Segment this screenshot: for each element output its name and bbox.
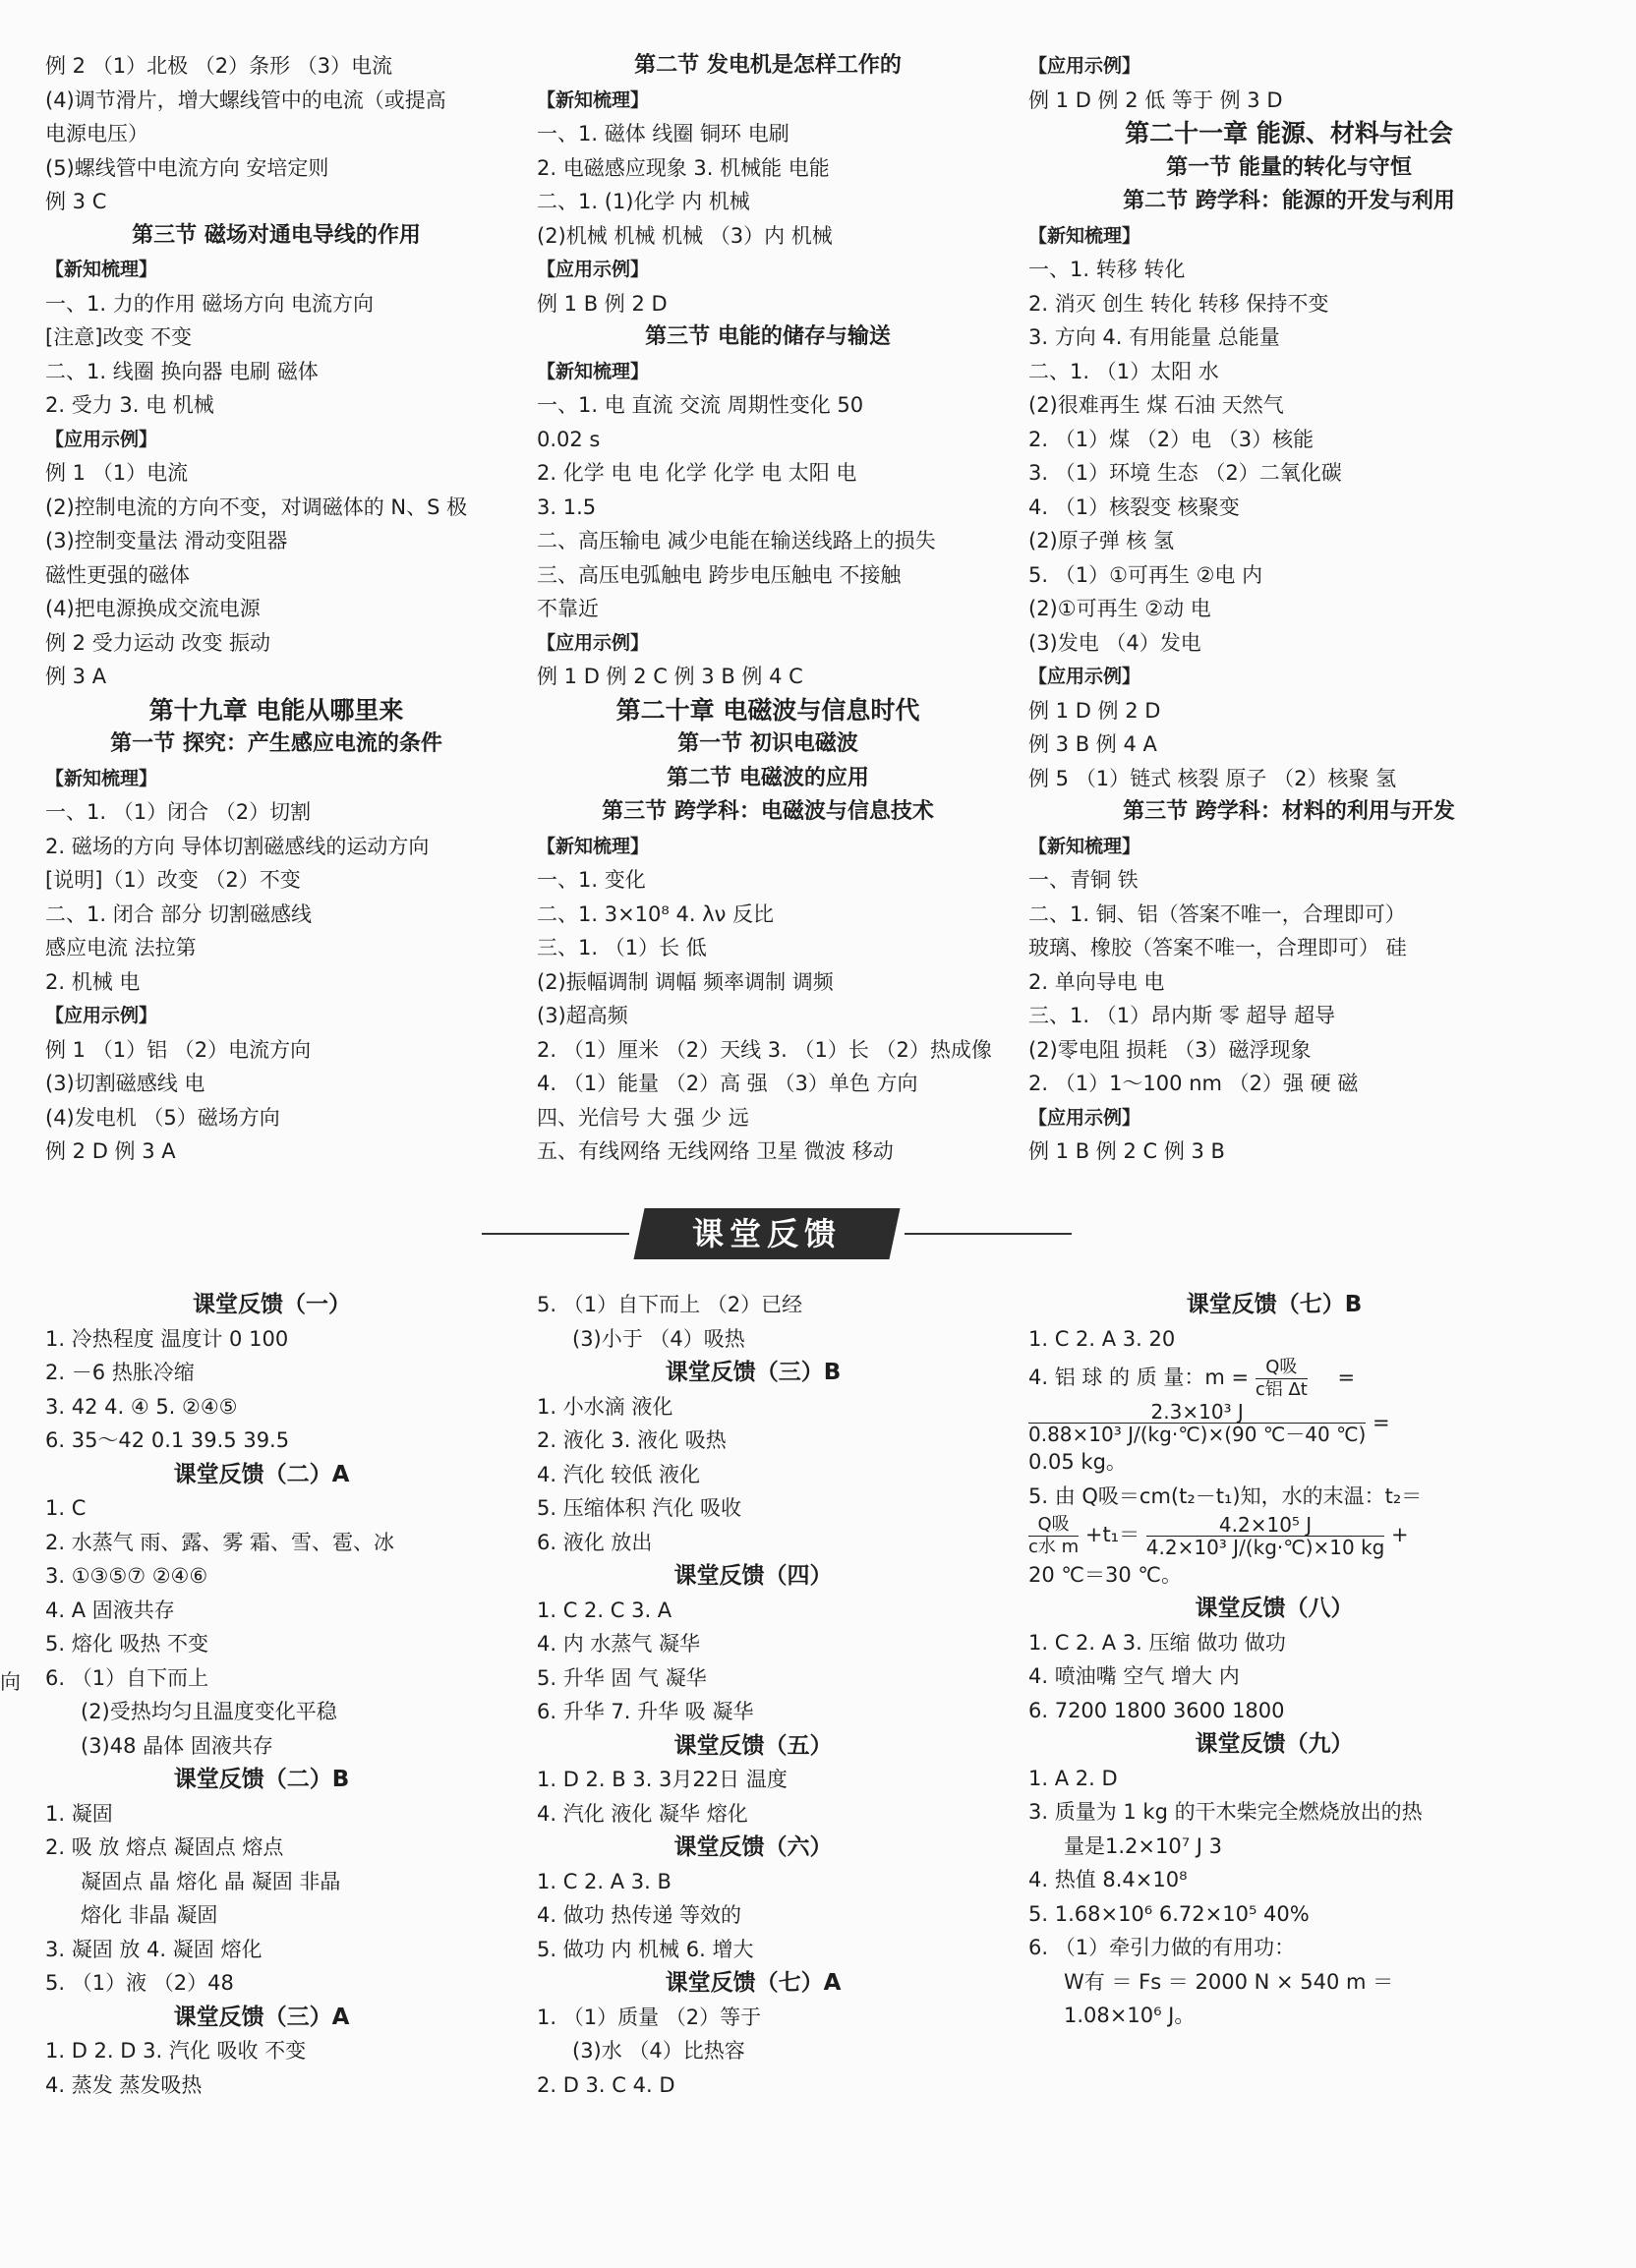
text-line: (3)小于 （4）吸热 bbox=[572, 1326, 745, 1351]
text-line: [注意]改变 不变 bbox=[45, 325, 193, 349]
text-line: 2. （1）煤 （2）电 （3）核能 bbox=[1028, 427, 1315, 451]
chapter-heading: 第二十章 电磁波与信息时代 bbox=[615, 695, 920, 725]
feedback-heading: 课堂反馈（四） bbox=[673, 1563, 833, 1589]
text-line: 6. 液化 放出 bbox=[537, 1530, 653, 1554]
text-line: (2)控制电流的方向不变，对调磁体的 N、S 极 bbox=[45, 494, 468, 519]
text-line: 6. 7200 1800 3600 1800 bbox=[1028, 1698, 1285, 1722]
feedback-heading: 课堂反馈（九） bbox=[1195, 1731, 1354, 1757]
text-line: 4. 喷油嘴 空气 增大 内 bbox=[1028, 1664, 1240, 1688]
text-line: 5. （1）液 （2）48 bbox=[45, 1971, 234, 1995]
text-line: 4. 汽化 液化 凝华 熔化 bbox=[537, 1801, 748, 1826]
section-heading: 第二节 发电机是怎样工作的 bbox=[634, 53, 902, 78]
text-line: 3. ①③⑤⑦ ②④⑥ bbox=[45, 1564, 208, 1588]
text-line: 例 1 D 例 2 C 例 3 B 例 4 C bbox=[537, 665, 803, 688]
feedback-column-1 bbox=[45, 1288, 537, 2102]
text-line: 5. 1.68×10⁶ 6.72×10⁵ 40% bbox=[1028, 1901, 1310, 1926]
text-line: 0.05 kg。 bbox=[1028, 1450, 1127, 1474]
text-line: 二、高压输电 减少电能在输送线路上的损失 bbox=[537, 529, 936, 552]
text-line: 1. 小水滴 液化 bbox=[537, 1394, 673, 1419]
text-line: 1. C 2. A 3. B bbox=[537, 1869, 672, 1893]
text-line: 一、1. 磁体 线圈 铜环 电刷 bbox=[537, 122, 789, 145]
text-line: 4. 蒸发 蒸发吸热 bbox=[45, 2072, 203, 2097]
text-line: 二、1. 线圈 换向器 电刷 磁体 bbox=[45, 359, 319, 383]
feedback-heading: 课堂反馈（二）A bbox=[173, 1461, 350, 1487]
text-line: 三、高压电弧触电 跨步电压触电 不接触 bbox=[537, 562, 902, 587]
denominator: c铝 Δt bbox=[1255, 1378, 1308, 1400]
fraction bbox=[1256, 1357, 1308, 1401]
text-line: 4. 汽化 较低 液化 bbox=[537, 1462, 701, 1486]
denominator: c水 m bbox=[1028, 1536, 1080, 1557]
text-line: 量是1.2×10⁷ J 3 bbox=[1064, 1833, 1223, 1858]
text-line: 4. 热值 8.4×10⁸ bbox=[1028, 1868, 1188, 1891]
text-line: 2. 液化 3. 液化 吸热 bbox=[537, 1428, 727, 1452]
block-label: 【新知梳理】 bbox=[45, 259, 158, 280]
text-line: 5. 压缩体积 汽化 吸收 bbox=[537, 1496, 742, 1520]
feedback-heading: 课堂反馈（五） bbox=[673, 1732, 833, 1759]
section-heading: 第三节 跨学科：材料的利用与开发 bbox=[1123, 799, 1455, 824]
block-label: 【新知梳理】 bbox=[45, 767, 158, 789]
block-label: 【新知梳理】 bbox=[537, 88, 650, 111]
section-heading: 第一节 能量的转化与守恒 bbox=[1166, 154, 1412, 180]
text-line: [说明]（1）改变 （2）不变 bbox=[45, 868, 301, 892]
plus-sign: + bbox=[1391, 1523, 1409, 1546]
divider bbox=[482, 1233, 629, 1235]
text-line: 5. 做功 内 机械 6. 增大 bbox=[537, 1937, 754, 1961]
text-line: 3. 质量为 1 kg 的干木柴完全燃烧放出的热 bbox=[1028, 1800, 1423, 1824]
text-line: 2. 化学 电 电 化学 化学 电 太阳 电 bbox=[537, 461, 857, 485]
text-line: 四、光信号 大 强 少 远 bbox=[537, 1105, 749, 1130]
text-line: 凝固点 晶 熔化 晶 凝固 非晶 bbox=[81, 1869, 341, 1893]
numerator: 2.3×10³ J bbox=[1028, 1401, 1366, 1424]
text-line: 4. （1）核裂变 核聚变 bbox=[1028, 494, 1240, 519]
text-line: (5)螺线管中电流方向 安培定则 bbox=[45, 155, 329, 180]
text-line: (3)切割磁感线 电 bbox=[45, 1072, 205, 1095]
feedback-heading: 课堂反馈（七）A bbox=[665, 1970, 842, 1996]
text-line: 二、1. 铜、铝（答案不唯一，合理即可） bbox=[1028, 901, 1406, 926]
text-line: (4)调节滑片，增大螺线管中的电流（或提高 bbox=[45, 87, 446, 112]
text-line: 4. （1）能量 （2）高 强 （3）单色 方向 bbox=[537, 1072, 918, 1095]
text-line: 4. 做功 热传递 等效的 bbox=[537, 1903, 742, 1927]
chapter-heading: 第二十一章 能源、材料与社会 bbox=[1125, 119, 1453, 147]
text-line: 一、1. （1）闭合 （2）切割 bbox=[45, 800, 312, 824]
text-line: 例 1 B 例 2 C 例 3 B bbox=[1028, 1139, 1225, 1163]
text-line: 1. D 2. B 3. 3月22日 温度 bbox=[537, 1768, 788, 1791]
fraction bbox=[1028, 1401, 1366, 1445]
text-line: 例 1 B 例 2 D bbox=[537, 291, 668, 316]
equals-sign: = bbox=[1373, 1410, 1390, 1434]
text-line: (4)发电机 （5）磁场方向 bbox=[45, 1105, 280, 1130]
text-line: 2. 单向导电 电 bbox=[1028, 969, 1165, 994]
text-line: (2)零电阻 损耗 （3）磁浮现象 bbox=[1028, 1037, 1312, 1062]
section-banner bbox=[482, 1204, 1072, 1263]
text-line: 2. 水蒸气 雨、露、雾 霜、雪、雹、冰 bbox=[45, 1530, 395, 1554]
text-line: 例 1 D 例 2 低 等于 例 3 D bbox=[1028, 87, 1283, 112]
text-line: 二、1. 闭合 部分 切割磁感线 bbox=[45, 901, 313, 926]
text-line: 6. （1）自下而上 bbox=[45, 1665, 209, 1690]
text-line: 不靠近 bbox=[537, 597, 599, 620]
text-line: 1. C 2. A 3. 压缩 做功 做功 bbox=[1028, 1630, 1286, 1655]
text-line: 例 3 B 例 4 A bbox=[1028, 732, 1157, 756]
banner-title: 课堂反馈 bbox=[633, 1208, 900, 1259]
text-line: (3)发电 （4）发电 bbox=[1028, 630, 1201, 655]
text-line: 1. 凝固 bbox=[45, 1801, 113, 1826]
text-line: 五、有线网络 无线网络 卫星 微波 移动 bbox=[537, 1139, 894, 1163]
feedback-heading: 课堂反馈（三）A bbox=[173, 2004, 350, 2030]
text-line: 3. 1.5 bbox=[537, 494, 597, 519]
feedback-heading: 课堂反馈（三）B bbox=[665, 1360, 842, 1385]
text-line: (4)把电源换成交流电源 bbox=[45, 597, 261, 620]
feedback-heading: 课堂反馈（八） bbox=[1195, 1596, 1354, 1621]
text-line: (2)振幅调制 调幅 频率调制 调频 bbox=[537, 969, 834, 994]
fraction bbox=[1028, 1514, 1079, 1558]
text-line: 例 3 A bbox=[45, 665, 107, 688]
block-label: 【应用示例】 bbox=[537, 631, 650, 654]
feedback-heading: 课堂反馈（二）B bbox=[173, 1767, 350, 1792]
chapter-heading: 第十九章 电能从哪里来 bbox=[148, 695, 404, 725]
feedback-column-2 bbox=[537, 1288, 1028, 2102]
text-line: 例 2 D 例 3 A bbox=[45, 1139, 176, 1163]
text-line: 5. 升华 固 气 凝华 bbox=[537, 1665, 707, 1690]
equals-sign: = bbox=[1337, 1366, 1356, 1389]
section-heading: 第三节 跨学科：电磁波与信息技术 bbox=[602, 799, 934, 824]
text-line: 6. （1）牵引力做的有用功： bbox=[1028, 1936, 1296, 1959]
numerator: Q吸 bbox=[1028, 1514, 1079, 1537]
text-line: 磁性更强的磁体 bbox=[45, 562, 190, 587]
text-line: (3)控制变量法 滑动变阻器 bbox=[45, 529, 288, 552]
block-label: 【新知梳理】 bbox=[1028, 224, 1141, 247]
text-line: 1. （1）质量 （2）等于 bbox=[537, 2005, 762, 2029]
text-line: 例 1 （1）铝 （2）电流方向 bbox=[45, 1037, 312, 1062]
text-line: 感应电流 法拉第 bbox=[45, 936, 197, 960]
text-line: 2. 吸 放 熔点 凝固点 熔点 bbox=[45, 1835, 284, 1859]
text-line: 玻璃、橡胶（答案不唯一，合理即可） 硅 bbox=[1028, 936, 1407, 960]
text-line: 4. A 固液共存 bbox=[45, 1598, 175, 1622]
text-line: 3. 凝固 放 4. 凝固 熔化 bbox=[45, 1937, 263, 1961]
text-line: 例 2 受力运动 改变 振动 bbox=[45, 630, 271, 655]
numerator: 4.2×10⁵ J bbox=[1146, 1514, 1385, 1537]
denominator: 4.2×10³ J/(kg·℃)×10 kg bbox=[1145, 1535, 1385, 1559]
block-label: 【新知梳理】 bbox=[1028, 835, 1141, 857]
text-line: (2)很难再生 煤 石油 天然气 bbox=[1028, 393, 1284, 417]
text-line: 5. 熔化 吸热 不变 bbox=[45, 1632, 209, 1656]
text-line: 2. （1）厘米 （2）天线 3. （1）长 （2）热成像 bbox=[537, 1037, 992, 1062]
denominator: 0.88×10³ J/(kg·℃)×(90 ℃－40 ℃) bbox=[1028, 1423, 1367, 1446]
text-line: (3)超高频 bbox=[537, 1004, 628, 1027]
section-heading: 第二节 跨学科：能源的开发与利用 bbox=[1123, 189, 1455, 213]
text-line: 2. 磁场的方向 导体切割磁感线的运动方向 bbox=[45, 834, 430, 858]
text-line: 6. 升华 7. 升华 吸 凝华 bbox=[537, 1700, 754, 1723]
text-line: 5. 由 Q吸＝cm(t₂－t₁)知，水的末温：t₂＝ bbox=[1028, 1483, 1423, 1508]
text-line: 例 2 （1）北极 （2）条形 （3）电流 bbox=[45, 54, 393, 78]
answer-column-1 bbox=[45, 49, 537, 1169]
text-line: 3. （1）环境 生态 （2）二氧化碳 bbox=[1028, 461, 1342, 485]
text-span: +t₁＝ bbox=[1084, 1523, 1140, 1546]
feedback-heading: 课堂反馈（一） bbox=[193, 1292, 351, 1317]
section-heading: 第一节 探究：产生感应电流的条件 bbox=[110, 731, 442, 756]
text-line: 例 1 D 例 2 D bbox=[1028, 698, 1161, 723]
text-line: 0.02 s bbox=[537, 427, 601, 451]
text-line: 1. C bbox=[45, 1496, 87, 1520]
text-line: 2. －6 热胀冷缩 bbox=[45, 1361, 195, 1384]
text-line: 6. 35～42 0.1 39.5 39.5 bbox=[45, 1428, 290, 1452]
section-heading: 第二节 电磁波的应用 bbox=[667, 765, 869, 790]
text-line: 1. D 2. D 3. 汽化 吸收 不变 bbox=[45, 2039, 307, 2063]
block-label: 【新知梳理】 bbox=[537, 835, 650, 857]
text-line: 一、1. 电 直流 交流 周期性变化 50 bbox=[537, 393, 864, 417]
text-line: 2. 机械 电 bbox=[45, 969, 141, 994]
section-heading: 第一节 初识电磁波 bbox=[677, 731, 858, 756]
answer-column-3 bbox=[1028, 49, 1579, 1169]
feedback-heading: 课堂反馈（七）B bbox=[1186, 1292, 1363, 1317]
text-line: 例 3 C bbox=[45, 190, 107, 213]
divider bbox=[905, 1233, 1072, 1235]
text-line: 1. C 2. A 3. 20 bbox=[1028, 1326, 1176, 1351]
feedback-heading: 课堂反馈（六） bbox=[673, 1834, 833, 1860]
numerator: Q吸 bbox=[1256, 1357, 1308, 1379]
formula-line bbox=[1028, 1513, 1579, 1558]
text-line: (3)48 晶体 固液共存 bbox=[81, 1733, 273, 1758]
text-line: 一、青铜 铁 bbox=[1028, 868, 1139, 892]
text-line: 例 1 （1）电流 bbox=[45, 461, 189, 485]
text-span: 4. 铝 球 的 质 量：m = bbox=[1028, 1366, 1250, 1389]
formula-line bbox=[1028, 1356, 1579, 1401]
text-line: 一、1. 力的作用 磁场方向 电流方向 bbox=[45, 291, 375, 316]
block-label: 【新知梳理】 bbox=[537, 360, 650, 382]
section-heading: 第三节 磁场对通电导线的作用 bbox=[132, 222, 421, 248]
text-line: (3)水 （4）比热容 bbox=[572, 2039, 745, 2063]
answer-column-2 bbox=[537, 49, 1028, 1169]
text-line: 熔化 非晶 凝固 bbox=[81, 1903, 218, 1927]
text-line: 一、1. 变化 bbox=[537, 868, 646, 892]
text-line: W有 ＝ Fs ＝ 2000 N × 540 m ＝ bbox=[1064, 1969, 1394, 1994]
text-line: 一、1. 转移 转化 bbox=[1028, 258, 1186, 281]
text-line: 二、1. (1)化学 内 机械 bbox=[537, 190, 750, 213]
text-line: 2. （1）1～100 nm （2）强 硬 磁 bbox=[1028, 1072, 1359, 1095]
text-line: 1. A 2. D bbox=[1028, 1766, 1118, 1790]
text-line: 5. （1）自下而上 （2）已经 bbox=[537, 1293, 803, 1316]
text-line: 2. 受力 3. 电 机械 bbox=[45, 393, 214, 417]
fraction bbox=[1146, 1514, 1385, 1558]
text-line: 2. 电磁感应现象 3. 机械能 电能 bbox=[537, 155, 830, 180]
text-line: 20 ℃＝30 ℃。 bbox=[1028, 1562, 1182, 1587]
text-line: 2. D 3. C 4. D bbox=[537, 2072, 675, 2097]
formula-line bbox=[1028, 1401, 1579, 1446]
feedback-column-3 bbox=[1028, 1288, 1579, 2033]
text-line: 4. 内 水蒸气 凝华 bbox=[537, 1632, 701, 1656]
text-line: 三、1. （1）长 低 bbox=[537, 936, 707, 960]
text-line: 三、1. （1）昂内斯 零 超导 超导 bbox=[1028, 1004, 1336, 1027]
block-label: 【应用示例】 bbox=[1028, 666, 1141, 687]
text-line: 电源电压） bbox=[45, 122, 148, 145]
text-line: 1.08×10⁶ J。 bbox=[1064, 2004, 1196, 2027]
text-line: 二、1. （1）太阳 水 bbox=[1028, 359, 1219, 383]
text-line: 2. 消灭 创生 转化 转移 保持不变 bbox=[1028, 291, 1329, 316]
text-line: 1. 冷热程度 温度计 0 100 bbox=[45, 1326, 289, 1351]
text-line: (2)①可再生 ②动 电 bbox=[1028, 597, 1211, 620]
block-label: 【应用示例】 bbox=[1028, 55, 1141, 77]
text-line: 3. 方向 4. 有用能量 总能量 bbox=[1028, 325, 1280, 349]
block-label: 【应用示例】 bbox=[45, 1005, 158, 1026]
block-label: 【应用示例】 bbox=[1028, 1106, 1141, 1129]
text-line: 5. （1）①可再生 ②电 内 bbox=[1028, 562, 1263, 587]
text-line: (2)受热均匀且温度变化平稳 bbox=[81, 1700, 337, 1723]
text-line: (2)机械 机械 机械 （3）内 机械 bbox=[537, 223, 833, 248]
block-label: 【应用示例】 bbox=[537, 259, 650, 280]
text-line: 3. 42 4. ④ 5. ②④⑤ bbox=[45, 1394, 238, 1419]
text-line: 例 5 （1）链式 核裂 原子 （2）核聚 氢 bbox=[1028, 766, 1397, 790]
text-line: (2)原子弹 核 氢 bbox=[1028, 529, 1175, 552]
text-line: 二、1. 3×10⁸ 4. λν 反比 bbox=[537, 901, 775, 926]
cropped-edge-char: 向 bbox=[0, 1670, 21, 1694]
text-line: 1. C 2. C 3. A bbox=[537, 1598, 672, 1622]
block-label: 【应用示例】 bbox=[45, 428, 158, 450]
section-heading: 第三节 电能的储存与输送 bbox=[645, 324, 891, 349]
